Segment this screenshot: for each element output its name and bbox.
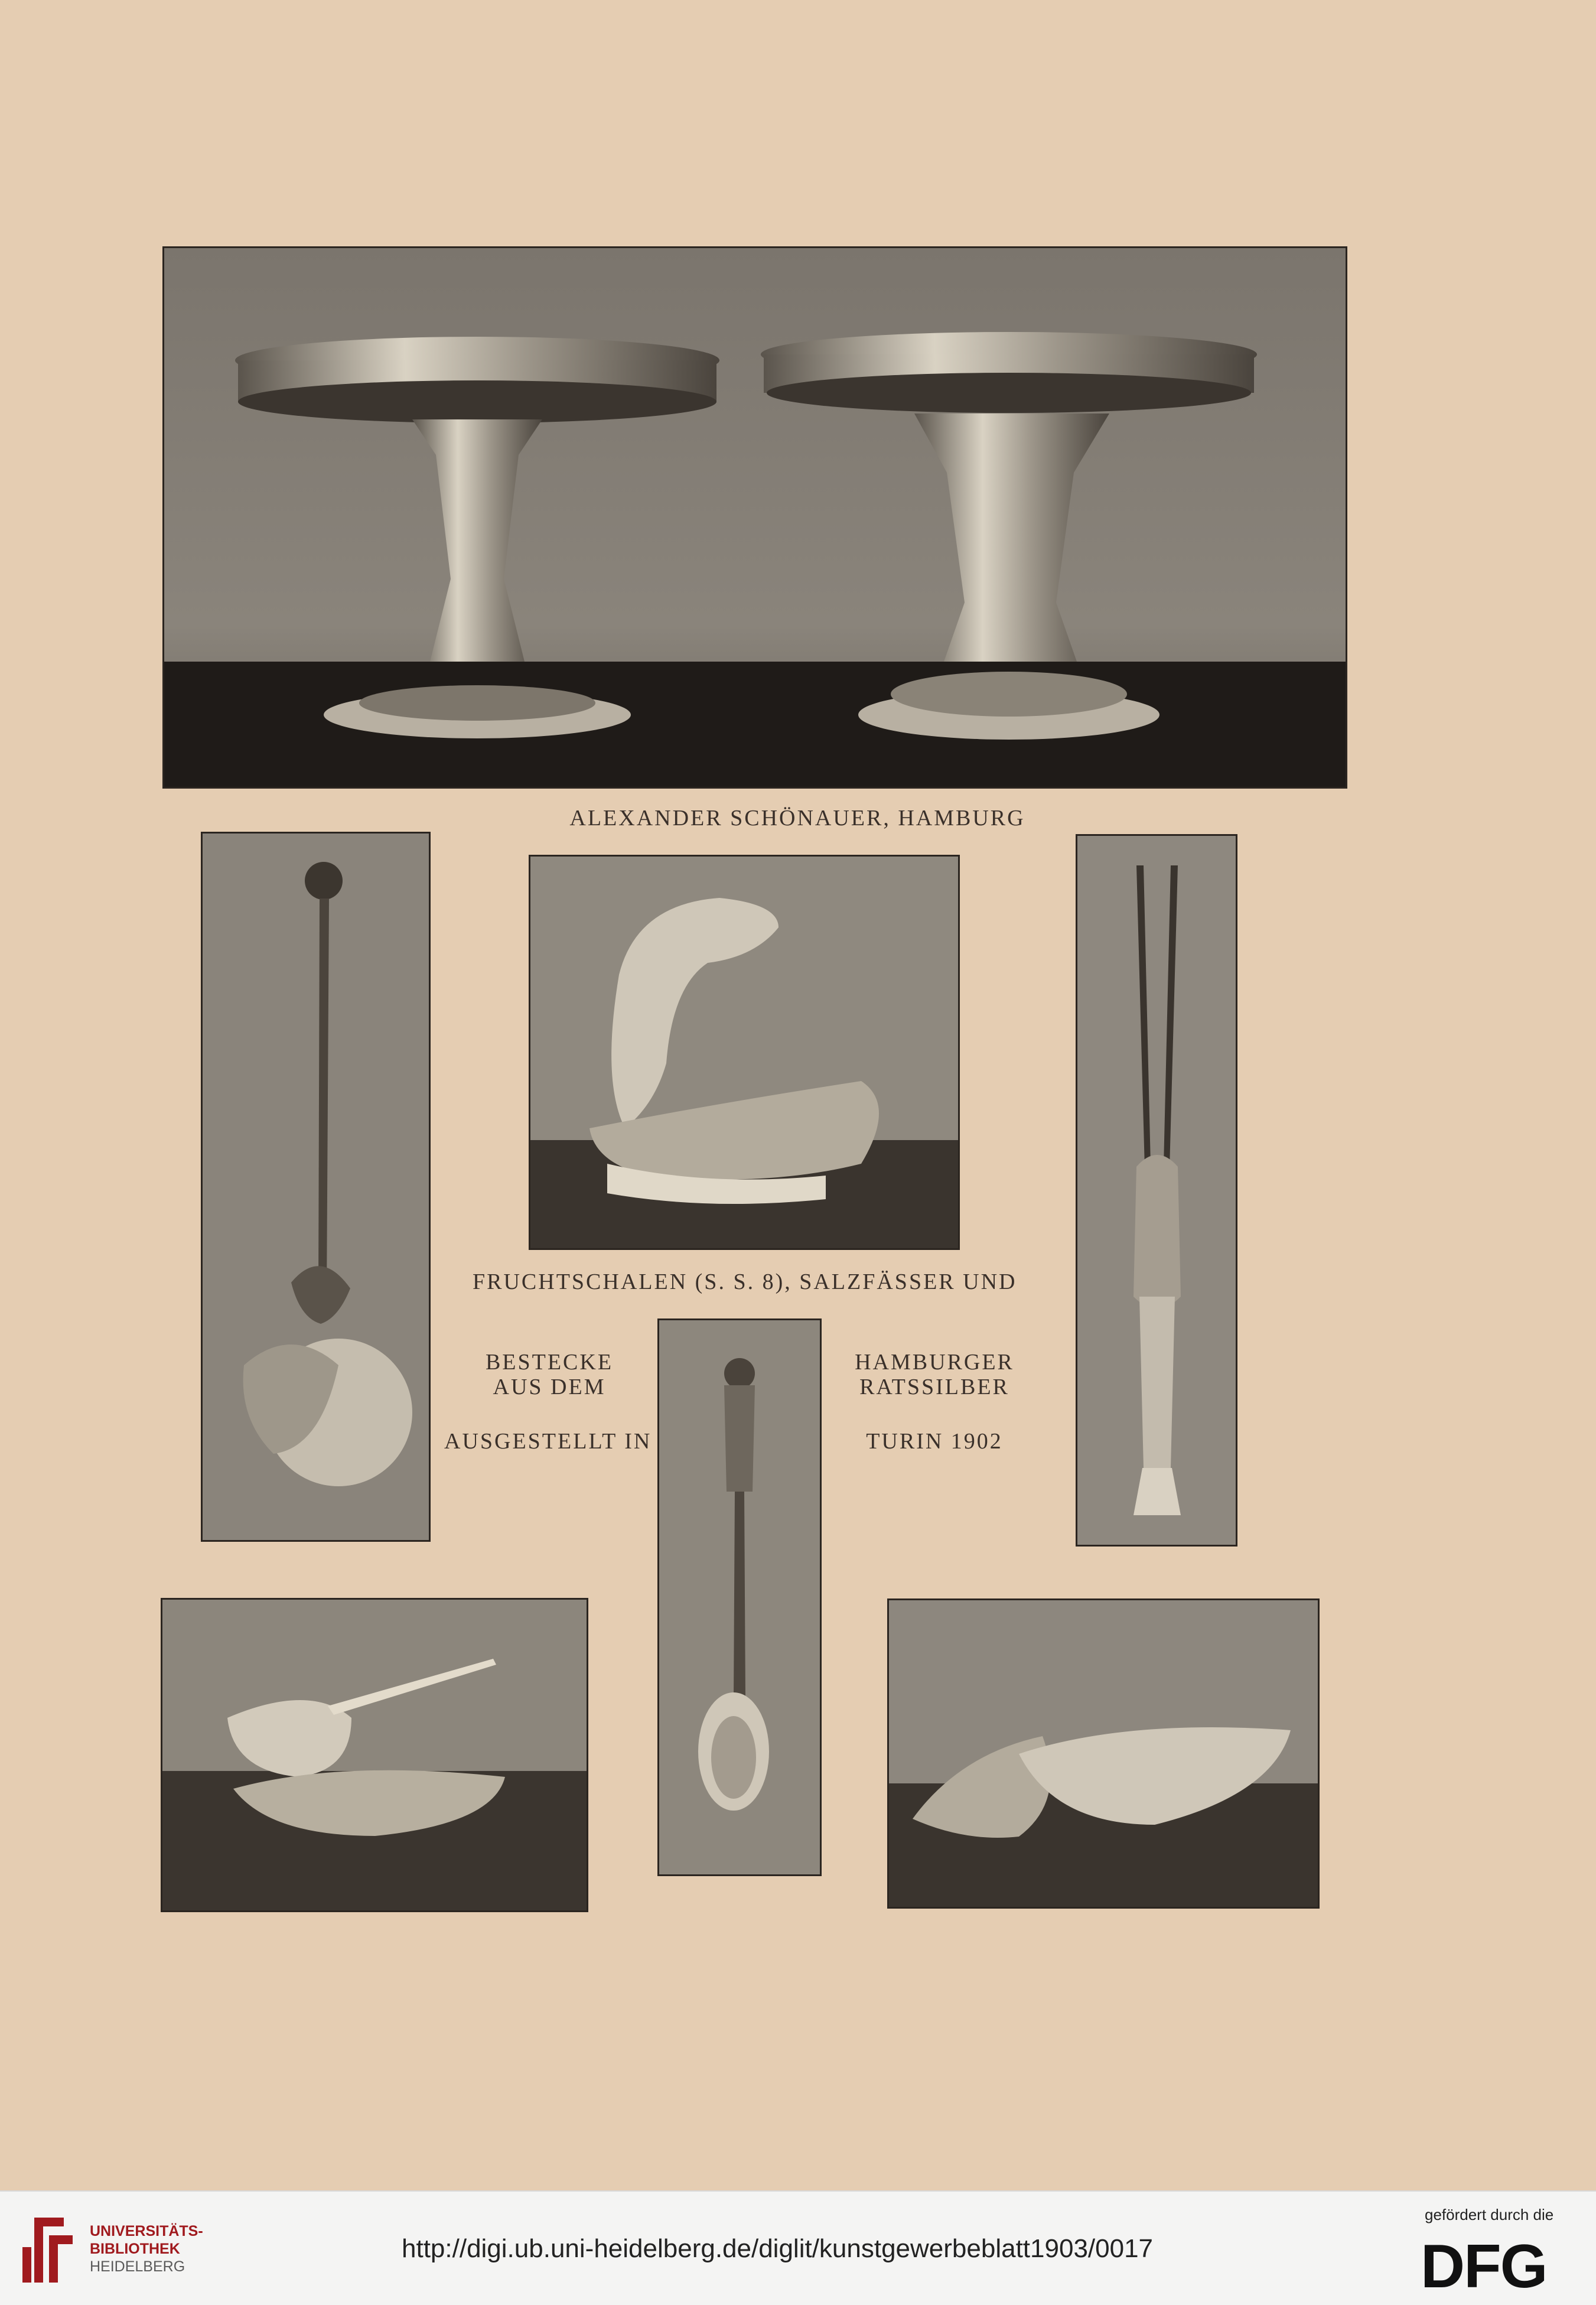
dfg-logo: DFG bbox=[1421, 2232, 1547, 2301]
caption-artist: ALEXANDER SCHÖNAUER, HAMBURG bbox=[569, 806, 1025, 831]
library-name-line2: BIBLIOTHEK bbox=[90, 2241, 180, 2257]
caption-left-3: AUSGESTELLT IN bbox=[444, 1429, 652, 1454]
photo-seafood-dish bbox=[887, 1598, 1320, 1909]
photo-figure-spoon bbox=[657, 1318, 822, 1876]
photo-fish-salt-cellar bbox=[529, 855, 960, 1250]
ub-heidelberg-logo-icon bbox=[17, 2212, 82, 2288]
photo-fruit-bowls bbox=[162, 246, 1347, 789]
permalink-url[interactable]: http://digi.ub.uni-heidelberg.de/diglit/kunstgewerbeblatt1903/0017 bbox=[402, 2234, 1154, 2263]
caption-description: FRUCHTSCHALEN (S. S. 8), SALZFÄSSER UND bbox=[473, 1269, 1017, 1294]
caption-right-1: HAMBURGER bbox=[855, 1350, 1014, 1375]
funding-note: gefördert durch die bbox=[1425, 2206, 1554, 2223]
caption-right-3: TURIN 1902 bbox=[866, 1429, 1003, 1454]
library-name bbox=[90, 2222, 203, 2275]
library-name-line1: UNIVERSITÄTS- bbox=[90, 2223, 203, 2239]
caption-right-2: RATSSILBER bbox=[859, 1375, 1009, 1399]
photo-lobster-tongs bbox=[1076, 834, 1237, 1547]
photo-fish-spoon bbox=[201, 832, 431, 1542]
footer-bar bbox=[0, 2190, 1596, 2305]
caption-left-2: AUS DEM bbox=[493, 1375, 606, 1399]
photo-salt-bowl bbox=[161, 1598, 588, 1912]
caption-left-1: BESTECKE bbox=[485, 1350, 614, 1375]
library-name-line3: HEIDELBERG bbox=[90, 2258, 185, 2275]
